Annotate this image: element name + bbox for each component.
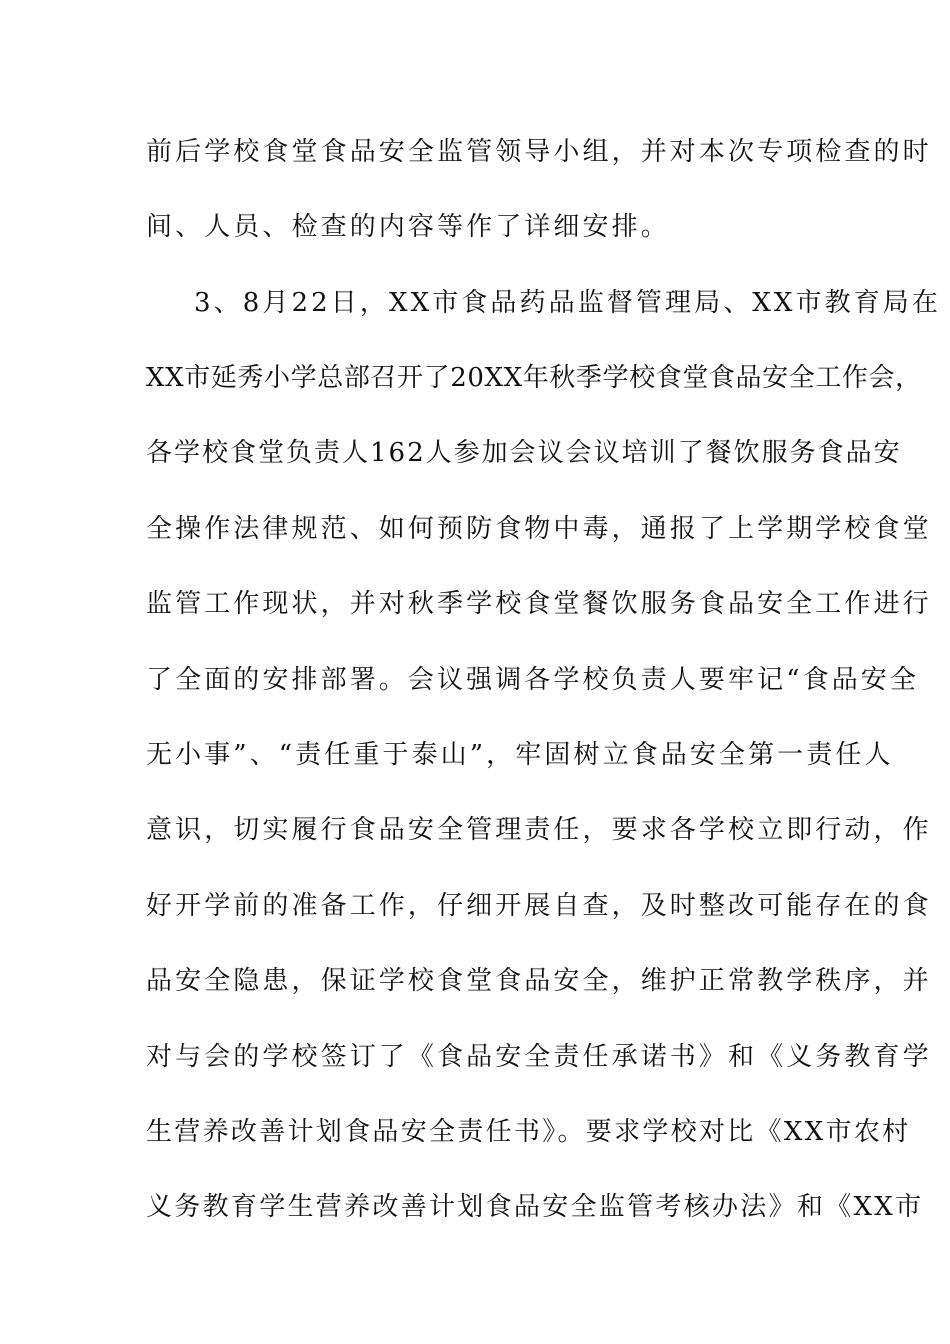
paragraph-start-line: 3、8月22日，XX市食品药品监督管理局、XX市教育局在 xyxy=(194,288,942,318)
text-line: 全操作法律规范、如何预防食物中毒，通报了上学期学校食堂 xyxy=(146,514,932,544)
text-line: XX市延秀小学总部召开了20XX年秋季学校食堂食品安全工作会， xyxy=(146,363,922,393)
text-line: 义务教育学生营养改善计划食品安全监管考核办法》和《XX市 xyxy=(146,1192,924,1222)
text-line: 间、人员、检查的内容等作了详细安排。 xyxy=(146,212,670,242)
text-line: 意识，切实履行食品安全管理责任，要求各学校立即行动，作 xyxy=(146,815,932,845)
text-line: 了全面的安排部署。会议强调各学校负责人要牢记“食品安全 xyxy=(146,665,919,695)
text-line: 品安全隐患，保证学校食堂食品安全，维护正常教学秩序，并 xyxy=(146,966,932,996)
text-line: 无小事”、“责任重于泰山”，牢固树立食品安全第一责任人 xyxy=(146,740,894,770)
text-line: 各学校食堂负责人162人参加会议会议培训了餐饮服务食品安 xyxy=(146,438,902,468)
text-line: 好开学前的准备工作，仔细开展自查，及时整改可能存在的食 xyxy=(146,891,932,921)
text-line: 监管工作现状，并对秋季学校食堂餐饮服务食品安全工作进行 xyxy=(146,589,932,619)
text-line: 前后学校食堂食品安全监管领导小组，并对本次专项检查的时 xyxy=(146,137,932,167)
text-line: 对与会的学校签订了《食品安全责任承诺书》和《义务教育学 xyxy=(146,1042,932,1072)
text-line: 生营养改善计划食品安全责任书》。要求学校对比《XX市农村 xyxy=(146,1117,911,1147)
